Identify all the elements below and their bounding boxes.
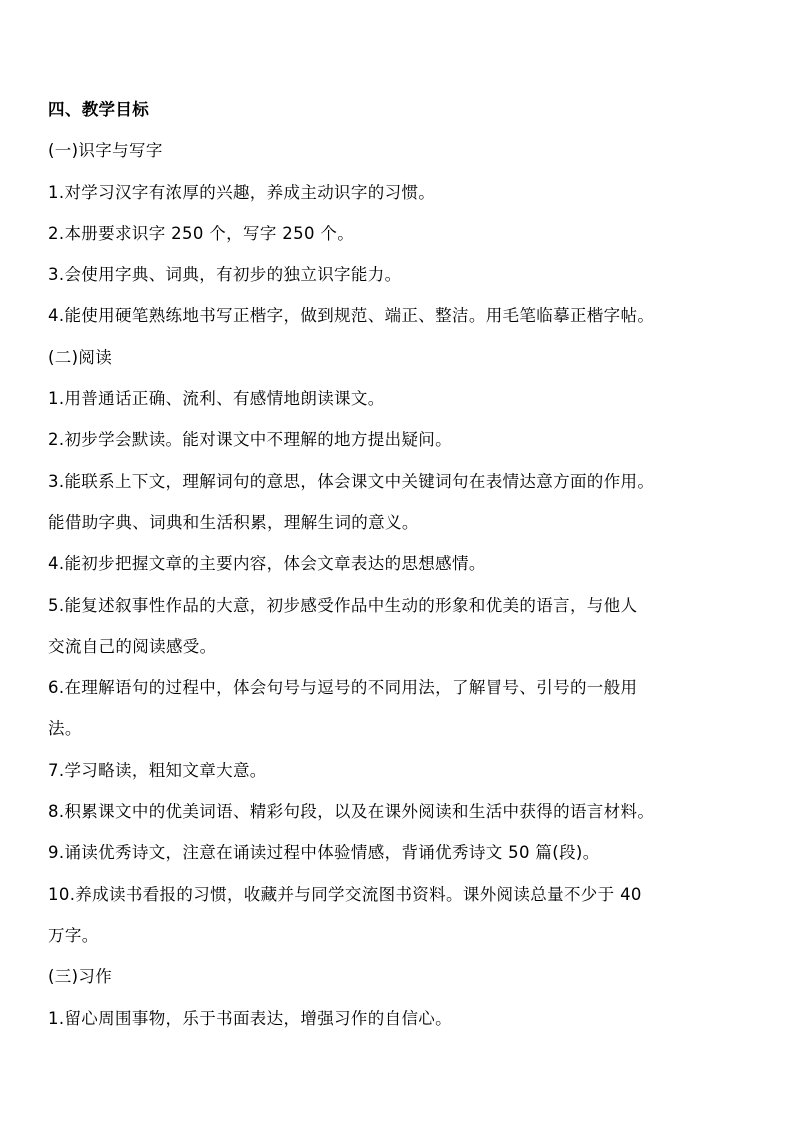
paragraph-line: 1.留心周围事物，乐于书面表达，增强习作的自信心。: [48, 1008, 452, 1028]
subsection-heading-literacy: (一)识字与写字: [48, 141, 163, 161]
paragraph-line: 8.积累课文中的优美词语、精彩句段，以及在课外阅读和生活中获得的语言材料。: [48, 802, 655, 822]
paragraph-line: 2.本册要求识字 250 个，写字 250 个。: [48, 223, 355, 243]
paragraph-line: 2.初步学会默读。能对课文中不理解的地方提出疑问。: [48, 430, 452, 450]
paragraph-line: 3.会使用字典、词典，有初步的独立识字能力。: [48, 265, 402, 285]
paragraph-line: 4.能使用硬笔熟练地书写正楷字，做到规范、端正、整洁。用毛笔临摹正楷字帖。: [48, 306, 655, 326]
paragraph-line: 法。: [48, 719, 82, 739]
subsection-heading-writing: (三)习作: [48, 967, 113, 987]
paragraph-line: 9.诵读优秀诗文，注意在诵读过程中体验情感，背诵优秀诗文 50 篇(段)。: [48, 843, 600, 863]
paragraph-line: 交流自己的阅读感受。: [48, 636, 217, 656]
section-heading: 四、教学目标: [48, 100, 150, 119]
paragraph-line: 万字。: [48, 925, 99, 945]
document-body: [48, 89, 773, 1039]
paragraph-line: 4.能初步把握文章的主要内容，体会文章表达的思想感情。: [48, 554, 486, 574]
paragraph-line: 3.能联系上下文，理解词句的意思，体会课文中关键词句在表情达意方面的作用。: [48, 471, 655, 491]
subsection-heading-reading: (二)阅读: [48, 347, 113, 367]
paragraph-line: 能借助字典、词典和生活积累，理解生词的意义。: [48, 512, 419, 532]
paragraph-line: 10.养成读书看报的习惯，收藏并与同学交流图书资料。课外阅读总量不少于 40: [48, 884, 642, 904]
paragraph-line: 6.在理解语句的过程中，体会句号与逗号的不同用法，了解冒号、引号的一般用: [48, 678, 638, 698]
paragraph-line: 7.学习略读，粗知文章大意。: [48, 760, 267, 780]
paragraph-line: 5.能复述叙事性作品的大意，初步感受作品中生动的形象和优美的语言，与他人: [48, 595, 638, 615]
paragraph-line: 1.对学习汉字有浓厚的兴趣，养成主动识字的习惯。: [48, 182, 436, 202]
paragraph-line: 1.用普通话正确、流利、有感情地朗读课文。: [48, 389, 385, 409]
